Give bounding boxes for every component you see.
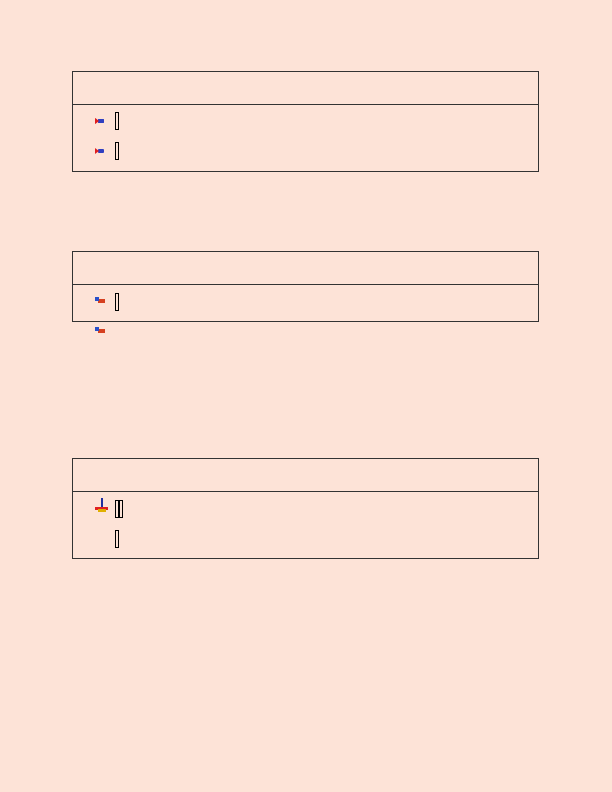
list-item [73, 107, 538, 135]
question-box-3 [72, 458, 539, 559]
star-border-right [576, 36, 588, 756]
arrow-bullet-icon [95, 107, 109, 135]
highlighted-word [115, 142, 119, 160]
box-title [73, 252, 538, 285]
highlighted-word [115, 530, 119, 548]
arrow-bullet-icon [95, 317, 109, 345]
star-border-left [24, 36, 36, 756]
arrow-bullet-icon [95, 135, 109, 167]
star-border-bottom [24, 756, 588, 768]
question-box-1 [72, 71, 539, 172]
highlighted-word [115, 293, 119, 311]
box-title [73, 459, 538, 492]
list-item [73, 287, 538, 317]
arrow-bullet-icon [95, 494, 109, 522]
list-item [73, 135, 538, 167]
star-border-top [24, 24, 588, 36]
arrow-bullet-icon [95, 287, 109, 315]
highlighted-word [119, 500, 123, 518]
box-title [73, 72, 538, 105]
list-item [73, 494, 538, 554]
question-box-2 [72, 251, 539, 322]
highlighted-word [115, 112, 119, 130]
